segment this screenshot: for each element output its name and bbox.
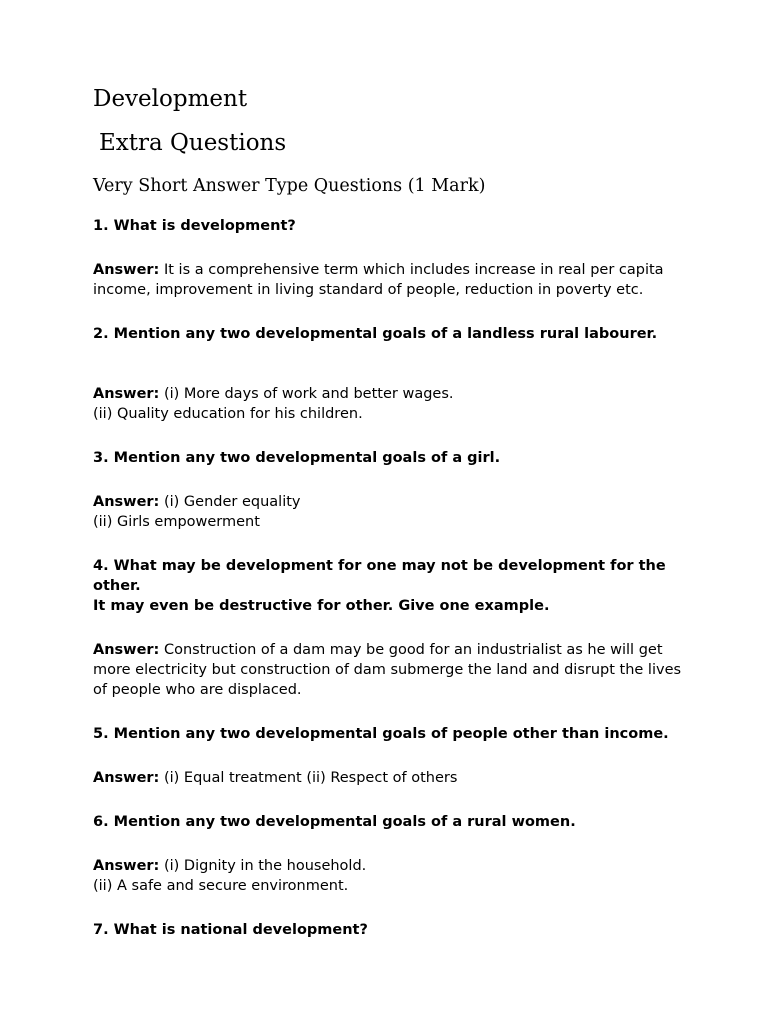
answer-1: [93, 260, 693, 300]
page-title: Development: [93, 86, 248, 112]
document-page: [93, 84, 693, 940]
question-4-line-1: 4. What may be development for one may not be development for the other.: [93, 558, 666, 594]
answer-label: Answer:: [93, 262, 160, 278]
page-subtitle: Extra Questions: [99, 130, 287, 156]
answer-3-line-1: (i) Gender equality: [163, 494, 301, 510]
answer-4-line-3: of people who are displaced.: [93, 682, 302, 698]
answer-label: Answer:: [93, 858, 160, 874]
answer-label: Answer:: [93, 770, 160, 786]
question-3: 3. Mention any two developmental goals of a girl.: [93, 450, 501, 466]
answer-5-line-1: (i) Equal treatment (ii) Respect of others: [163, 770, 458, 786]
answer-2-line-1: (i) More days of work and better wages.: [163, 386, 454, 402]
answer-1-line-1: It is a comprehensive term which includes increase in real per capita: [163, 262, 664, 278]
question-6: 6. Mention any two developmental goals of a rural women.: [93, 814, 576, 830]
answer-6: [93, 856, 693, 896]
question-7: 7. What is national development?: [93, 922, 368, 938]
question-4: [93, 556, 693, 616]
answer-4: [93, 640, 693, 700]
answer-4-line-2: more electricity but construction of dam submerge the land and disrupt the lives: [93, 662, 682, 678]
answer-3-line-2: (ii) Girls empowerment: [93, 514, 260, 530]
question-5: 5. Mention any two developmental goals of people other than income.: [93, 726, 669, 742]
answer-2: [93, 384, 693, 424]
answer-6-line-1: (i) Dignity in the household.: [163, 858, 367, 874]
answer-label: Answer:: [93, 642, 160, 658]
answer-6-line-2: (ii) A safe and secure environment.: [93, 878, 349, 894]
question-2: 2. Mention any two developmental goals of a landless rural labourer.: [93, 326, 658, 342]
answer-3: [93, 492, 693, 532]
question-1: 1. What is development?: [93, 218, 296, 234]
section-heading: Very Short Answer Type Questions (1 Mark): [93, 176, 486, 196]
answer-2-line-2: (ii) Quality education for his children.: [93, 406, 363, 422]
answer-5: [93, 768, 693, 788]
answer-label: Answer:: [93, 386, 160, 402]
answer-1-line-2: income, improvement in living standard of people, reduction in poverty etc.: [93, 282, 644, 298]
question-4-line-2: It may even be destructive for other. Give one example.: [93, 598, 550, 614]
answer-4-line-1: Construction of a dam may be good for an industrialist as he will get: [163, 642, 663, 658]
answer-label: Answer:: [93, 494, 160, 510]
